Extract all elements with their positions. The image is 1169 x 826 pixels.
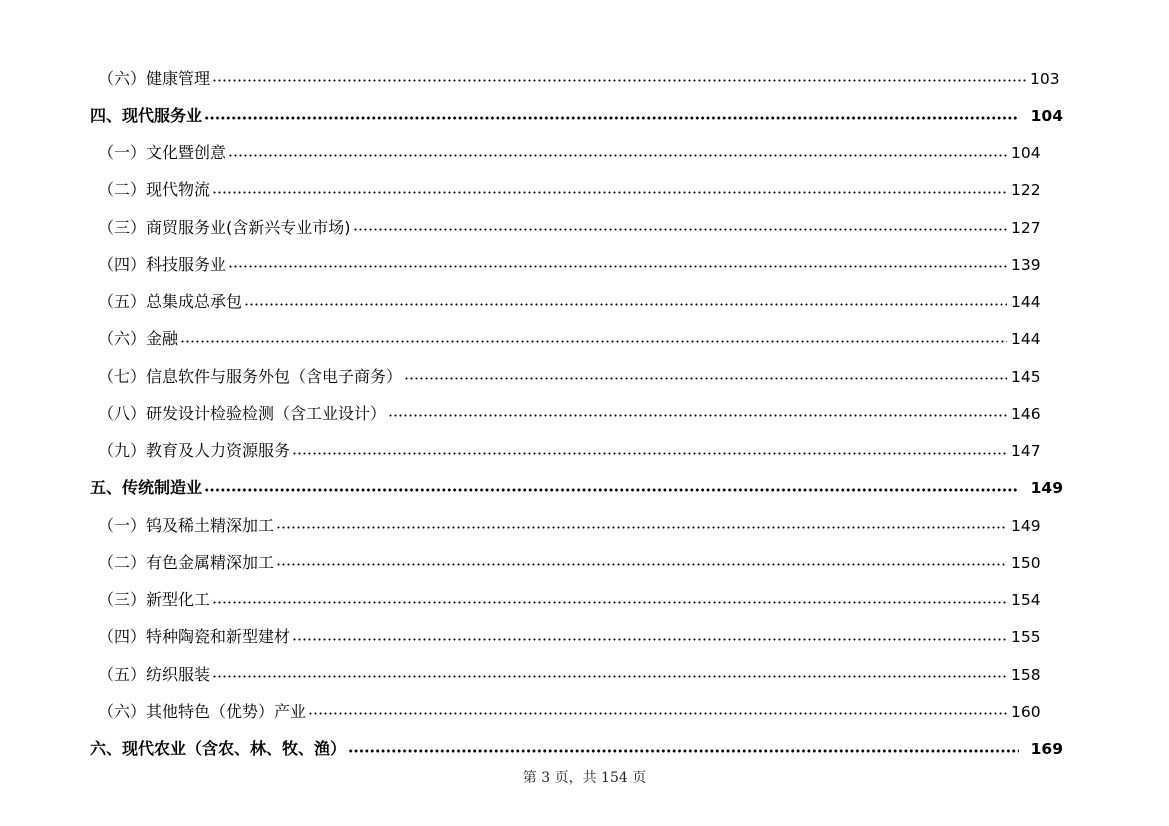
- toc-page-number: 103: [1030, 69, 1060, 88]
- toc-subsection-entry[interactable]: [90, 619, 1063, 656]
- toc-subsection-entry[interactable]: [90, 135, 1063, 172]
- toc-page-number: 160: [1011, 702, 1041, 721]
- toc-page-number: 146: [1011, 404, 1041, 423]
- toc-subsection-entry[interactable]: [90, 284, 1063, 321]
- toc-entry-title: （四）科技服务业: [98, 254, 227, 274]
- dot-leader: [212, 79, 1026, 82]
- dot-leader: [292, 638, 1007, 641]
- toc-page-number: 145: [1011, 367, 1041, 386]
- toc-page-number: 139: [1011, 255, 1041, 274]
- dot-leader: [212, 601, 1007, 604]
- toc-entry-title: （一）钨及稀土精深加工: [98, 515, 275, 535]
- toc-page-number: 144: [1011, 330, 1041, 349]
- toc-page-number: 150: [1011, 553, 1041, 572]
- toc-subsection-entry[interactable]: [90, 582, 1063, 619]
- toc-subsection-entry[interactable]: [90, 656, 1063, 693]
- toc-page-number: 154: [1011, 591, 1041, 610]
- toc-subsection-entry[interactable]: [90, 433, 1063, 470]
- toc-entry-title: （六）健康管理: [98, 68, 211, 88]
- toc-page-number: 158: [1011, 665, 1041, 684]
- dot-leader: [388, 414, 1007, 417]
- toc-entry-title: （五）总集成总承包: [98, 292, 243, 312]
- toc-subsection-entry[interactable]: [90, 209, 1063, 246]
- toc-entry-title: （二）有色金属精深加工: [98, 552, 275, 572]
- toc-section-entry[interactable]: [90, 731, 1063, 768]
- toc-page-number: 155: [1011, 628, 1041, 647]
- dot-leader: [276, 526, 1007, 529]
- toc-page-number: 149: [1030, 479, 1063, 498]
- toc-subsection-entry[interactable]: [90, 395, 1063, 432]
- toc-page-number: 104: [1030, 106, 1063, 125]
- dot-leader: [244, 303, 1007, 306]
- toc-entry-title: （一）文化暨创意: [98, 143, 227, 163]
- toc-subsection-entry[interactable]: [90, 172, 1063, 209]
- toc-section-entry[interactable]: [90, 97, 1063, 134]
- dot-leader: [292, 452, 1007, 455]
- toc-subsection-entry[interactable]: [90, 321, 1063, 358]
- toc-entry-title: （九）教育及人力资源服务: [98, 441, 291, 461]
- toc-entry-title: 四、现代服务业: [90, 105, 203, 125]
- toc-section-entry[interactable]: [90, 470, 1063, 507]
- toc-entry-title: （三）新型化工: [98, 590, 211, 610]
- toc-entry-title: （五）纺织服装: [98, 664, 211, 684]
- dot-leader: [204, 116, 1019, 120]
- toc-subsection-entry[interactable]: [90, 358, 1063, 395]
- toc-page-number: 127: [1011, 218, 1041, 237]
- toc-subsection-entry[interactable]: [90, 246, 1063, 283]
- toc-page-number: 149: [1011, 516, 1041, 535]
- toc-subsection-entry[interactable]: [90, 693, 1063, 730]
- dot-leader: [353, 228, 1008, 231]
- dot-leader: [308, 712, 1007, 715]
- toc-entry-title: （七）信息软件与服务外包（含电子商务）: [98, 366, 403, 386]
- dot-leader: [228, 265, 1007, 268]
- page-footer: 第 3 页，共 154 页: [522, 770, 647, 786]
- toc-subsection-entry[interactable]: [90, 507, 1063, 544]
- dot-leader: [212, 675, 1007, 678]
- dot-leader: [228, 154, 1007, 157]
- toc-entry-title: 六、现代农业（含农、林、牧、渔）: [90, 739, 347, 759]
- toc-page-number: 122: [1011, 181, 1041, 200]
- dot-leader: [204, 488, 1019, 492]
- toc-entry-title: （二）现代物流: [98, 180, 211, 200]
- toc-entry-title: （六）金融: [98, 329, 179, 349]
- toc-subsection-entry[interactable]: [90, 544, 1063, 581]
- toc-subsection-entry[interactable]: [90, 60, 1063, 97]
- toc-page-number: 104: [1011, 144, 1041, 163]
- table-of-contents: [90, 60, 1063, 768]
- toc-entry-title: （三）商贸服务业(含新兴专业市场): [98, 217, 351, 237]
- toc-entry-title: （六）其他特色（优势）产业: [98, 701, 307, 721]
- dot-leader: [212, 191, 1007, 194]
- toc-page-number: 147: [1011, 442, 1041, 461]
- toc-page-number: 144: [1011, 293, 1041, 312]
- toc-page-number: 169: [1030, 740, 1063, 759]
- toc-entry-title: （八）研发设计检验检测（含工业设计）: [98, 403, 387, 423]
- dot-leader: [348, 749, 1019, 753]
- toc-entry-title: （四）特种陶瓷和新型建材: [98, 627, 291, 647]
- toc-entry-title: 五、传统制造业: [90, 478, 203, 498]
- dot-leader: [404, 377, 1007, 380]
- dot-leader: [180, 340, 1007, 343]
- dot-leader: [276, 563, 1007, 566]
